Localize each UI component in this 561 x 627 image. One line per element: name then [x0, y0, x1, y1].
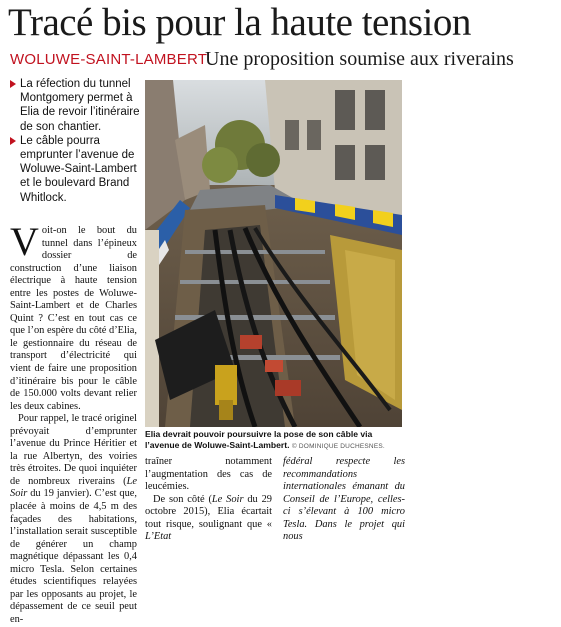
trench-photo-illustration [145, 80, 402, 427]
paragraph-text: De son côté ( [153, 493, 212, 505]
bullet-triangle-icon [10, 137, 16, 145]
deck: Une proposition soumise aux riverains [205, 48, 514, 70]
paragraph-text: du 29 octobre 2015), Elia écartait tout risque, soulignant que « [145, 493, 272, 530]
caption-text: Elia devrait pouvoir poursuivre la pose de son câble via l’avenue de Woluwe-Saint-Lambert. [145, 429, 373, 450]
paragraph: traîner notamment l’augmentation des cas de leucémies. [145, 456, 272, 493]
paragraph-text: oit-on le bout du tunnel dans l’épineux dossier de construction d’une liaison électrique à haute tension entre les postes de Woluwe-Saint-Lambert et de Charles Quint ? C’est en tout cas ce que l’on espère du côté d’Elia, le gestionnaire du réseau de transport d’électricité qui vient de faire une proposition d’itinéraire bis pour le câble de 150.000 volts devant relier les deux cabines. [10, 225, 137, 412]
body-column-3 [283, 456, 405, 544]
citation: Le Soir [10, 475, 137, 500]
paragraph [10, 413, 137, 626]
summary-bullet-text: La réfection du tunnel Montgomery permet à Elia de revoir l’itinéraire de son chantier. [20, 78, 140, 133]
summary-bullet [10, 134, 145, 205]
quote-text: L’Etat [145, 531, 172, 543]
drop-cap: V [10, 219, 39, 264]
body-column-2 [145, 456, 272, 544]
paragraph [145, 494, 272, 544]
photo-credit: © DOMINIQUE DUCHESNES. [291, 443, 385, 450]
summary-bullet-text: Le câble pourra emprunter l’avenue de Woluwe-Saint-Lambert et le boulevard Brand Whitlock. [20, 134, 137, 204]
paragraph [10, 219, 137, 413]
paragraph-text: du 19 janvier). C’est que, placée à moins de 4,5 m des façades des habitations, l’installation serait susceptible de générer un champ magnétique dépassant les 0,4 micro Tesla. Selon certaines études scientifiques relayées par les opposants au projet, le dépassement de ce seuil peut en- [10, 488, 137, 625]
body-column-1 [10, 219, 137, 627]
quote-paragraph: fédéral respecte les recommandations internationales émanant du Conseil de l’Europe, celles-ci s’élevant à 100 micro Tesla. Dans le projet qui nous [283, 456, 405, 543]
summary-bullet [10, 77, 145, 134]
summary-bullets [10, 77, 145, 205]
paragraph-text: Pour rappel, le tracé originel prévoyait d’emprunter l’avenue du Prince Héritier et la rue Albertyn, des voiries très étroites. De quoi inquiéter de nombreux riverains ( [10, 413, 137, 487]
bullet-triangle-icon [10, 80, 16, 88]
news-photo [145, 80, 402, 427]
photo-caption [145, 429, 407, 452]
kicker-location: WOLUWE-SAINT-LAMBERT [10, 51, 208, 68]
citation: Le Soir [211, 493, 244, 505]
headline: Tracé bis pour la haute tension [8, 1, 471, 44]
